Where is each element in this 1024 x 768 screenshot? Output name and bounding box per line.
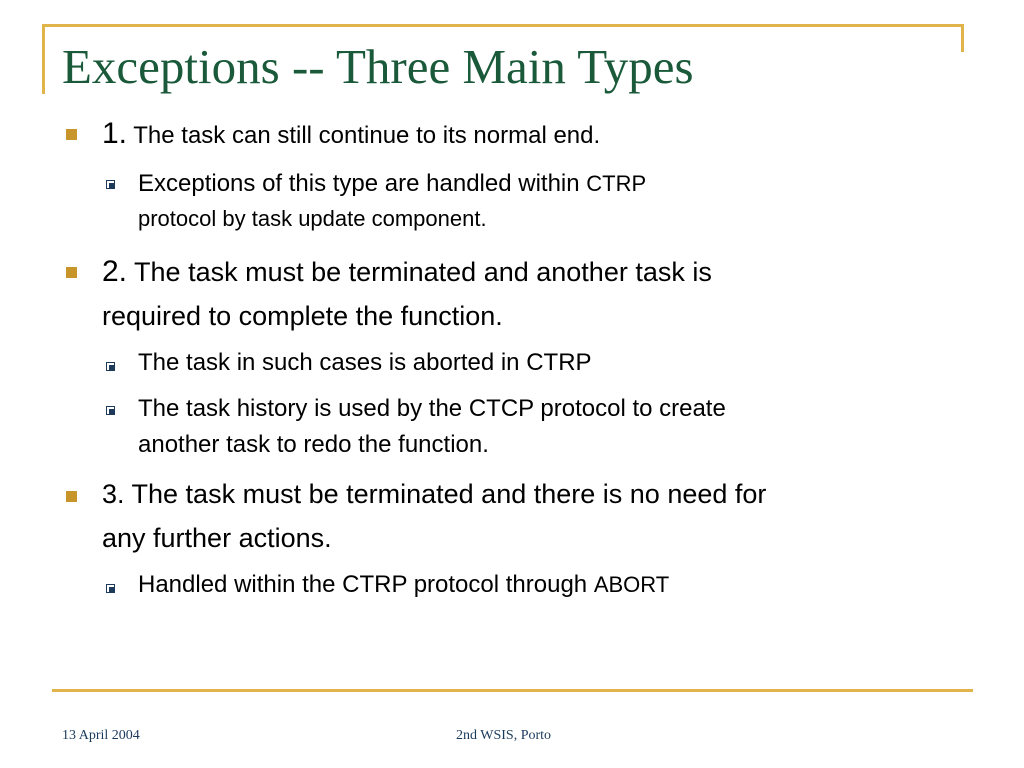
bullet-3-sub-1 — [138, 567, 938, 602]
bullet-2-text: The task must be terminated and another task is — [127, 257, 712, 287]
bullet-2-line2-text: required to complete the function. — [102, 301, 503, 331]
bullet-square-icon — [66, 129, 77, 140]
bullet-1-sub-1-line2-text: protocol by task update component. — [138, 206, 487, 231]
frame-right-rule — [961, 24, 964, 52]
bullet-3-sub-1-text-a: Handled within the CTRP protocol through — [138, 571, 594, 598]
sub-bullet-square-icon — [106, 584, 115, 593]
sub-bullet-square-icon — [106, 362, 115, 371]
footer-rule — [52, 689, 973, 692]
bullet-1-sub-1 — [138, 166, 938, 201]
bullet-2-sub-1 — [138, 345, 938, 380]
bullet-2-number: 2. — [102, 255, 128, 288]
sub-bullet-square-icon — [106, 180, 115, 189]
bullet-2-sub-2-line2-text: another task to redo the function. — [138, 431, 489, 458]
bullet-3-sub-1-text-b: ABORT — [593, 572, 670, 597]
bullet-1-number: 1. — [102, 117, 128, 150]
bullet-2 — [102, 250, 962, 294]
bullet-1 — [102, 112, 962, 158]
frame-top-rule — [42, 24, 964, 27]
bullet-3-line2 — [102, 516, 962, 560]
frame-left-rule — [42, 24, 45, 94]
bullet-1-text: The task can still continue to its normal end. — [127, 122, 601, 149]
bullet-3 — [102, 472, 962, 516]
bullet-1-sub-1-line2 — [138, 201, 938, 236]
sub-bullet-square-icon — [106, 406, 115, 415]
bullet-square-icon — [66, 491, 77, 502]
footer-event: 2nd WSIS, Porto — [456, 728, 552, 743]
bullet-2-line2 — [102, 294, 962, 338]
bullet-3-text: 3. The task must be terminated and there is no need for — [102, 479, 767, 509]
bullet-2-sub-2-text: The task history is used by the CTCP protocol to create — [138, 395, 726, 422]
bullet-1-sub-1-text-a: Exceptions of this type are handled within — [138, 170, 587, 197]
slide-title: Exceptions -- Three Main Types — [62, 39, 694, 94]
bullet-2-sub-2 — [138, 391, 938, 426]
bullet-2-sub-2-line2 — [138, 427, 938, 462]
bullet-square-icon — [66, 267, 77, 278]
bullet-3-line2-text: any further actions. — [102, 523, 332, 553]
footer-date: 13 April 2004 — [62, 728, 140, 743]
bullet-1-sub-1-text-b: CTRP — [586, 171, 647, 196]
bullet-2-sub-1-text: The task in such cases is aborted in CTRP — [138, 349, 592, 376]
